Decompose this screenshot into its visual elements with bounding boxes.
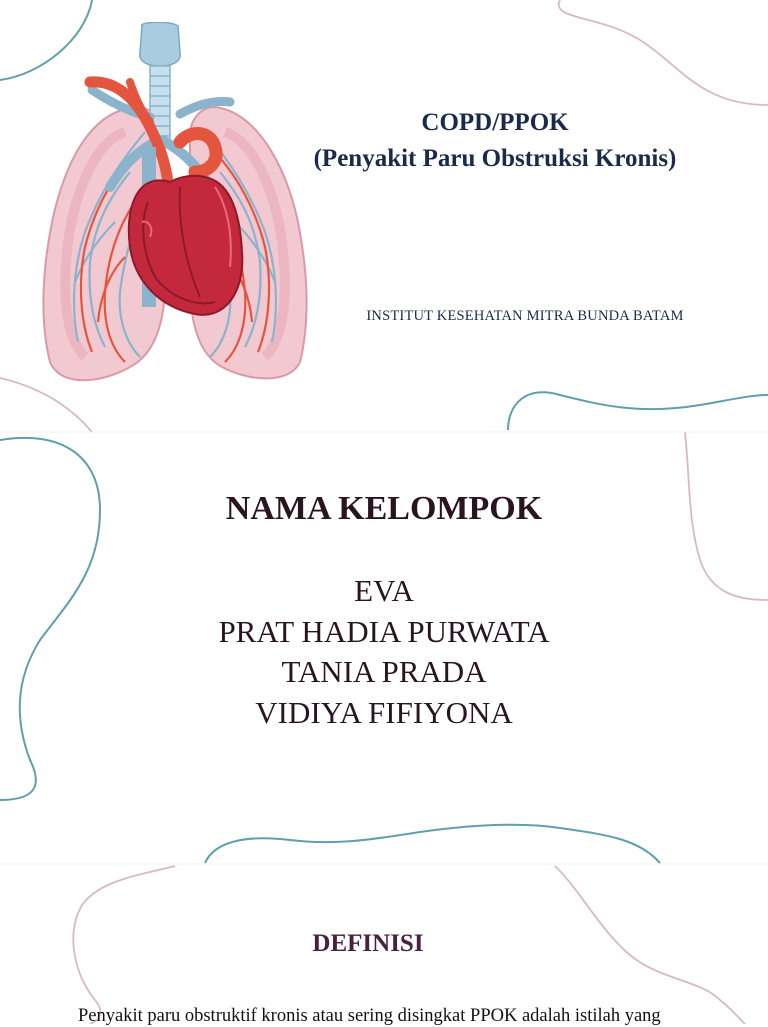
member-name: PRAT HADIA PURWATA xyxy=(218,613,550,649)
slide-title xyxy=(0,0,768,432)
slide-definition xyxy=(0,864,768,1024)
member-name: EVA xyxy=(354,573,414,608)
presentation-title-line1: COPD/PPOK xyxy=(421,109,569,136)
institution-name: INSTITUT KESEHATAN MITRA BUNDA BATAM xyxy=(366,308,684,324)
member-name: TANIA PRADA xyxy=(281,654,487,689)
group-heading: NAMA KELOMPOK xyxy=(225,490,543,527)
lungs-heart-illustration xyxy=(30,22,315,387)
presentation-title-line2: (Penyakit Paru Obstruksi Kronis) xyxy=(313,145,677,172)
definition-body-text: Penyakit paru obstruktif kronis atau sering disingkat PPOK adalah istilah yang xyxy=(78,1006,661,1026)
definition-heading: DEFINISI xyxy=(312,930,424,957)
slide-group-members xyxy=(0,432,768,864)
member-name: VIDIYA FIFIYONA xyxy=(255,694,513,730)
